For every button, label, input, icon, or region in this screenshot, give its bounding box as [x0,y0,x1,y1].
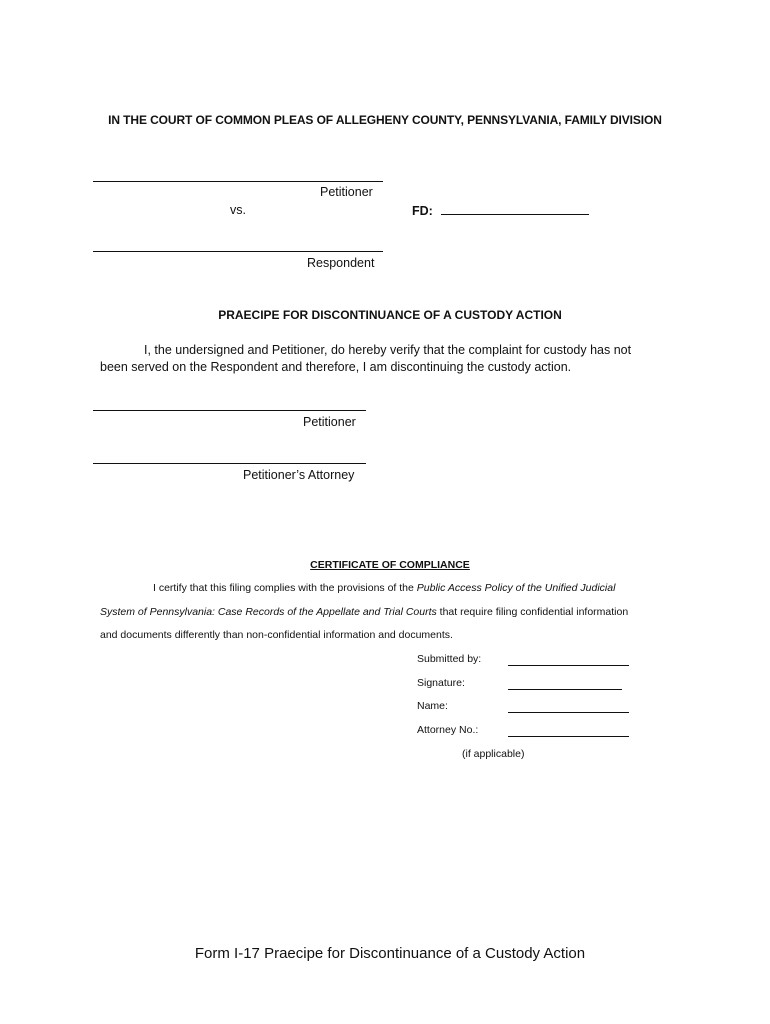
respondent-name-line[interactable] [93,251,383,252]
certificate-line-2-plain: that require filing confidential information [436,606,629,618]
fd-number-field [412,202,589,220]
praecipe-body [100,342,660,376]
petitioner-signature-line[interactable] [93,410,366,411]
caption-respondent-label: Respondent [307,256,375,270]
certificate-line-2-italic: System of Pennsylvania: Case Records of the Appellate and Trial Courts [100,606,437,618]
name-blank[interactable] [508,712,629,713]
if-applicable-note: (if applicable) [462,748,525,760]
petitioner-name-line[interactable] [93,181,383,182]
praecipe-line-1 [100,342,660,359]
caption-petitioner-label: Petitioner [320,185,373,199]
attorney-signature-line[interactable] [93,463,366,464]
fd-label: FD: [412,204,433,218]
attorney-signature-label: Petitioner’s Attorney [243,468,355,482]
signature-blank[interactable] [508,689,622,690]
petitioner-signature-label: Petitioner [303,415,356,429]
certificate-line-1-plain: I certify that this filing complies with the provisions of the [153,582,417,594]
praecipe-line-2: been served on the Respondent and therefore, I am discontinuing the custody action. [100,360,572,374]
attorney-no-blank[interactable] [508,736,629,737]
certificate-line-1-italic: Public Access Policy of the Unified Judicial [416,582,616,594]
certificate-title: CERTIFICATE OF COMPLIANCE [310,559,470,571]
attorney-no-label: Attorney No.: [417,724,479,736]
signature-label: Signature: [417,677,465,689]
praecipe-title: PRAECIPE FOR DISCONTINUANCE OF A CUSTODY ACTION [218,308,562,322]
caption-vs-label: vs. [230,203,246,217]
certificate-line-3: and documents differently than non-confidential information and documents. [100,629,453,641]
certificate-line-1 [153,582,615,594]
court-header: IN THE COURT OF COMMON PLEAS OF ALLEGHENY COUNTY, PENNSYLVANIA, FAMILY DIVISION [108,113,662,127]
form-footer-title: Form I-17 Praecipe for Discontinuance of a Custody Action [194,945,586,962]
submitted-by-label: Submitted by: [417,653,482,665]
name-label: Name: [417,700,448,712]
submitted-by-blank[interactable] [508,665,629,666]
praecipe-line-1-text: I, the undersigned and Petitioner, do hereby verify that the complaint for custody has not [144,343,632,357]
certificate-line-2 [100,606,628,618]
fd-number-blank[interactable] [441,202,589,215]
